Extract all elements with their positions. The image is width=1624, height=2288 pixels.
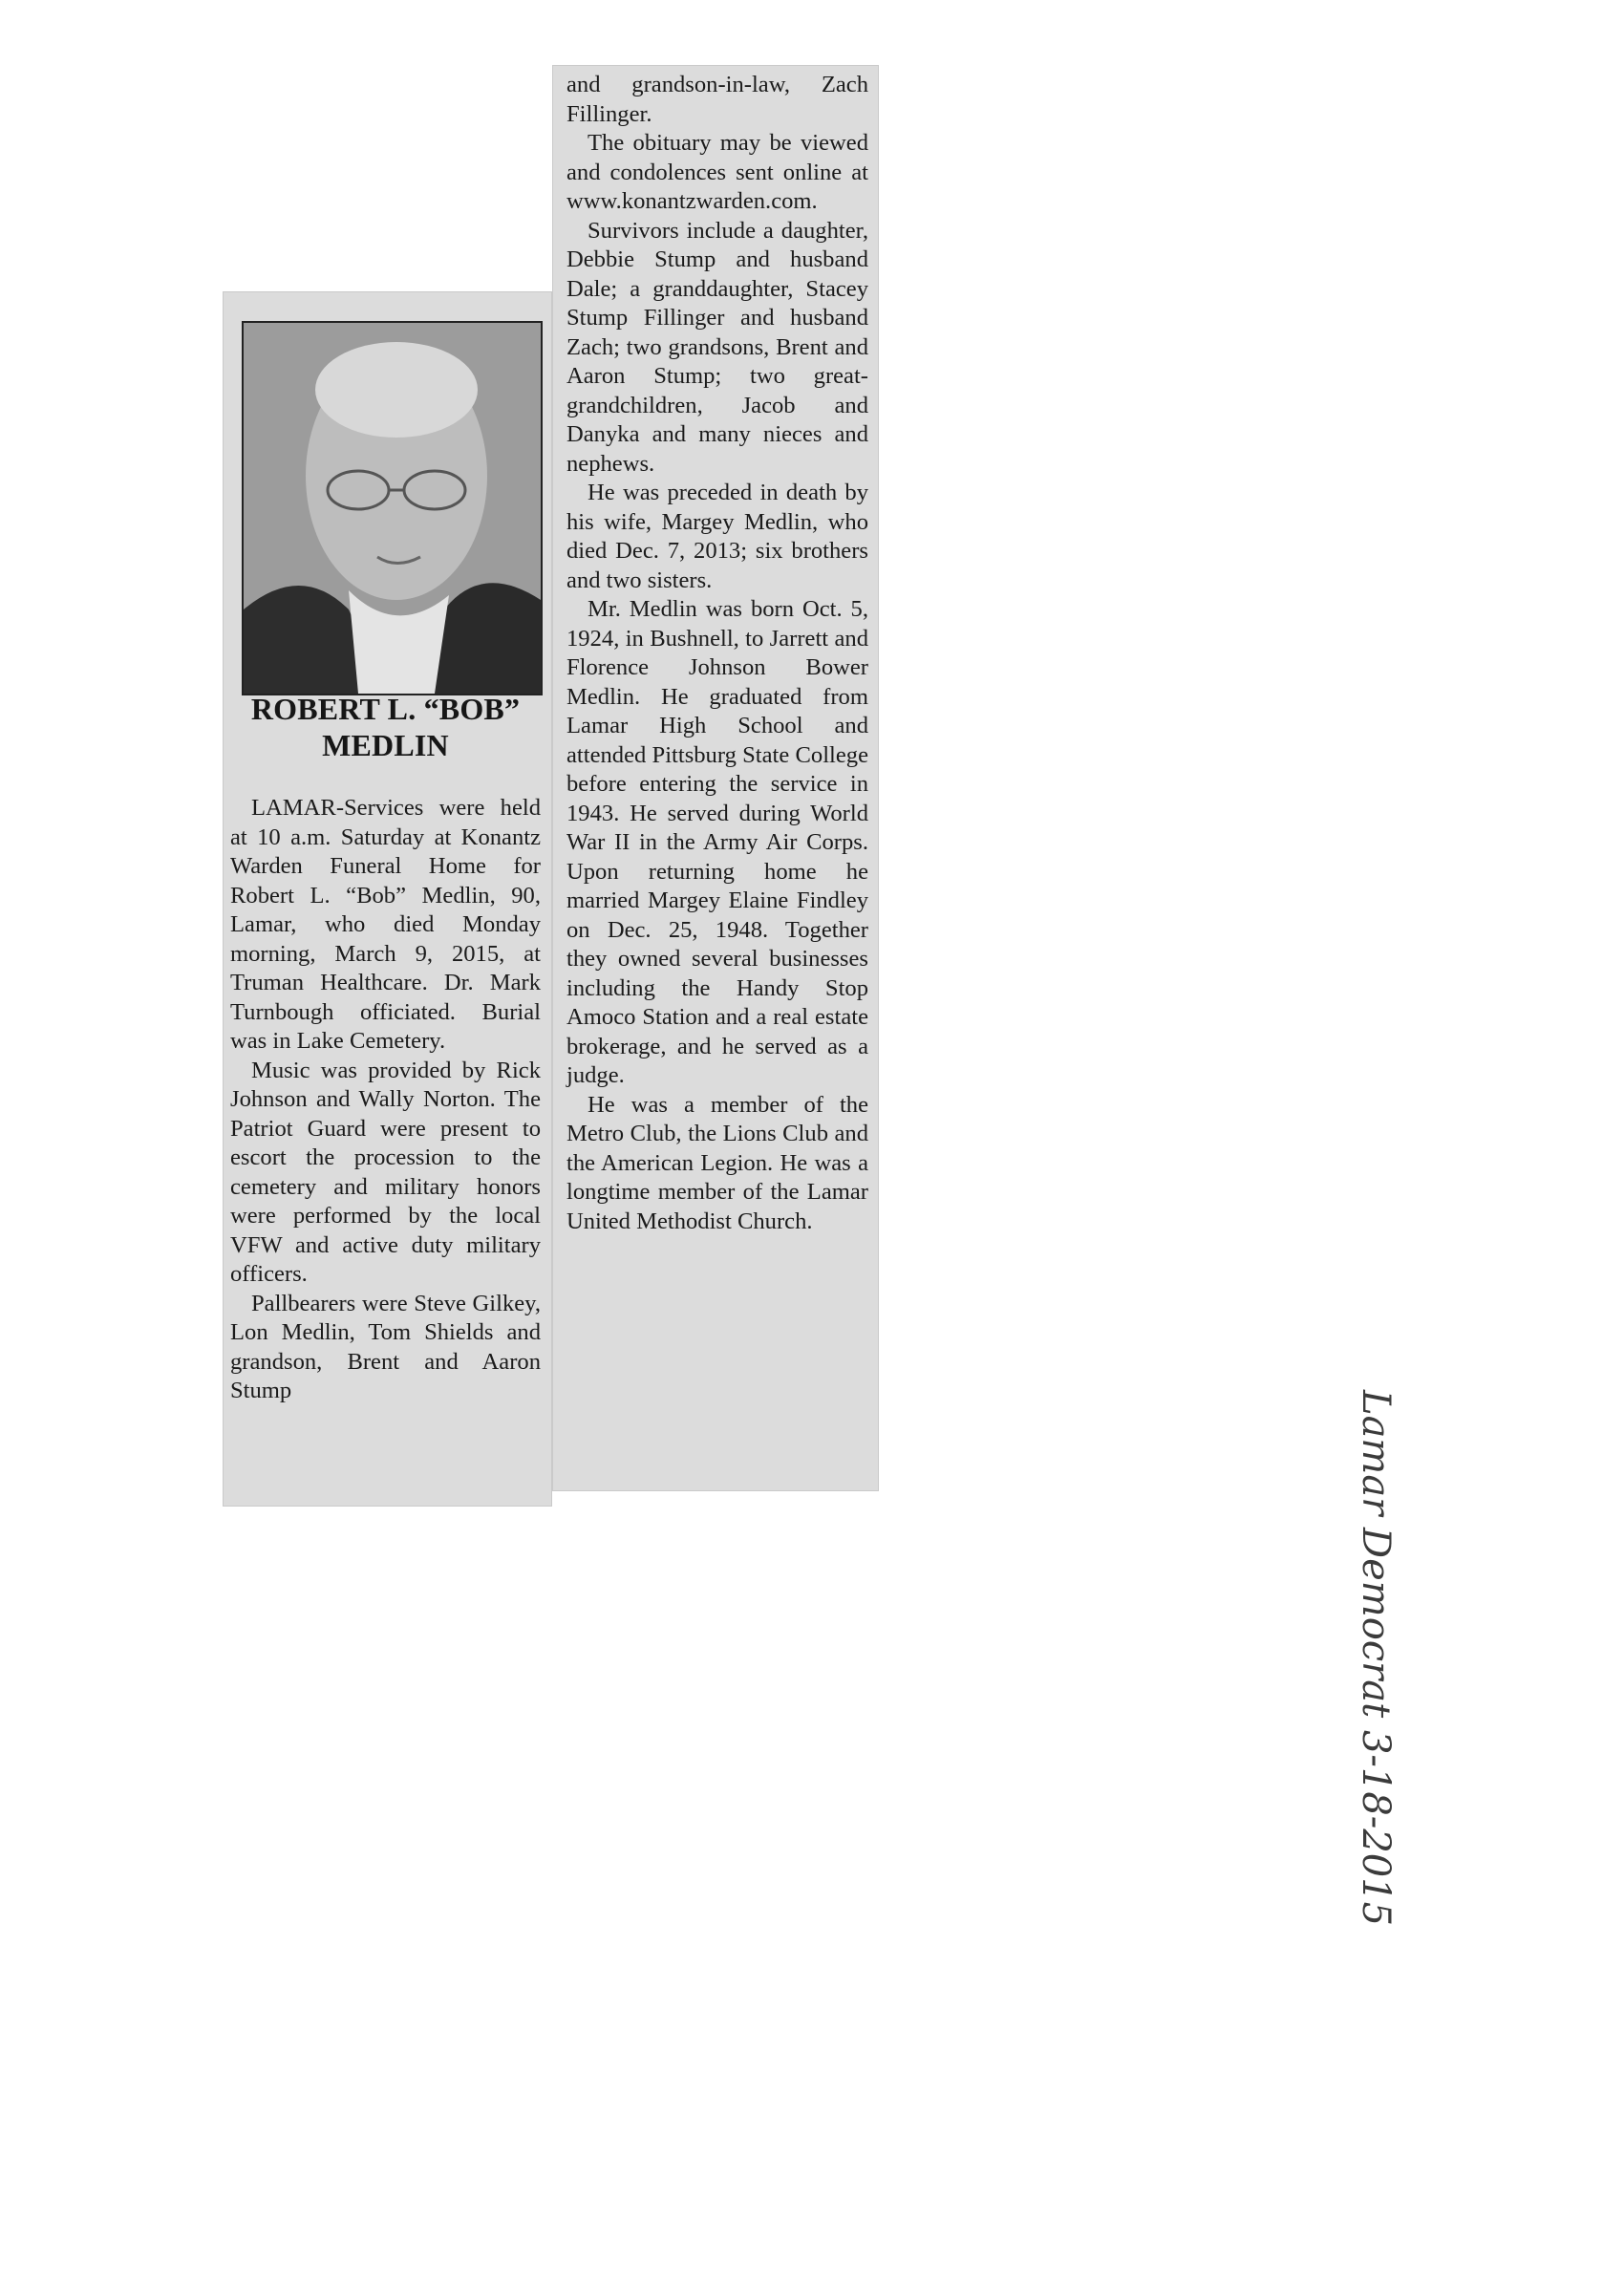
headline-surname: MEDLIN [322,728,449,762]
portrait-photo [242,321,543,695]
handwritten-annotation: Lamar Democrat 3-18-2015 [1354,1390,1398,1927]
paragraph-pallbearers: Pallbearers were Steve Gilkey, Lon Medlin, Tom Shields and grandson, Brent and Aaron Stump [230,1290,541,1403]
paragraph-services: LAMAR-Services were held at 10 a.m. Saturday at Konantz Warden Funeral Home for Robert L. “Bob” Medlin, 90, Lamar, who died Monday morning, March 9, 2015, at Truman Healthcare. Dr. Mark Turnbough officiated. Burial was in Lake Cemetery. [230,795,541,1054]
paragraph-memberships: He was a member of the Metro Club, the Lions Club and the American Legion. He was a longtime member of the Lamar United Methodist Church. [566,1091,868,1234]
headline-name: ROBERT L. “BOB” [250,692,521,726]
paragraph-biography: Mr. Medlin was born Oct. 5, 1924, in Bushnell, to Jarrett and Florence Johnson Bower Medlin. He graduated from Lamar High School and attended Pittsburg State College before entering the service in 1943. He served during World War II in the Army Air Corps. Upon returning home he married Margey Elaine Findley on Dec. 25, 1948. Together they owned several businesses including the Handy Stop Amoco Station and a real estate brokerage, and he served as a judge. [566,596,868,1088]
paragraph-survivors: Survivors include a daughter, Debbie Stump and husband Dale; a granddaughter, Stacey Stump Fillinger and husband Zach; two grandsons, Brent and Aaron Stump; two great-grandchildren, Jacob and Danyka and many nieces and nephews. [566,217,868,477]
paragraph-preceded: He was preceded in death by his wife, Margey Medlin, who died Dec. 7, 2013; six brothers and two sisters. [566,480,868,593]
left-column [230,794,541,1406]
obituary-headline [230,691,541,763]
right-column [566,71,868,1236]
portrait-illustration [244,323,541,694]
paragraph-music: Music was provided by Rick Johnson and Wally Norton. The Patriot Guard were present to escort the procession to the cemetery and military honors were performed by the local VFW and active duty military officers. [230,1057,541,1287]
paragraph-online: The obituary may be viewed and condolences sent online at www.konantzwarden.com. [566,130,868,214]
paragraph-continuation: and grandson-in-law, Zach Fillinger. [566,72,868,127]
